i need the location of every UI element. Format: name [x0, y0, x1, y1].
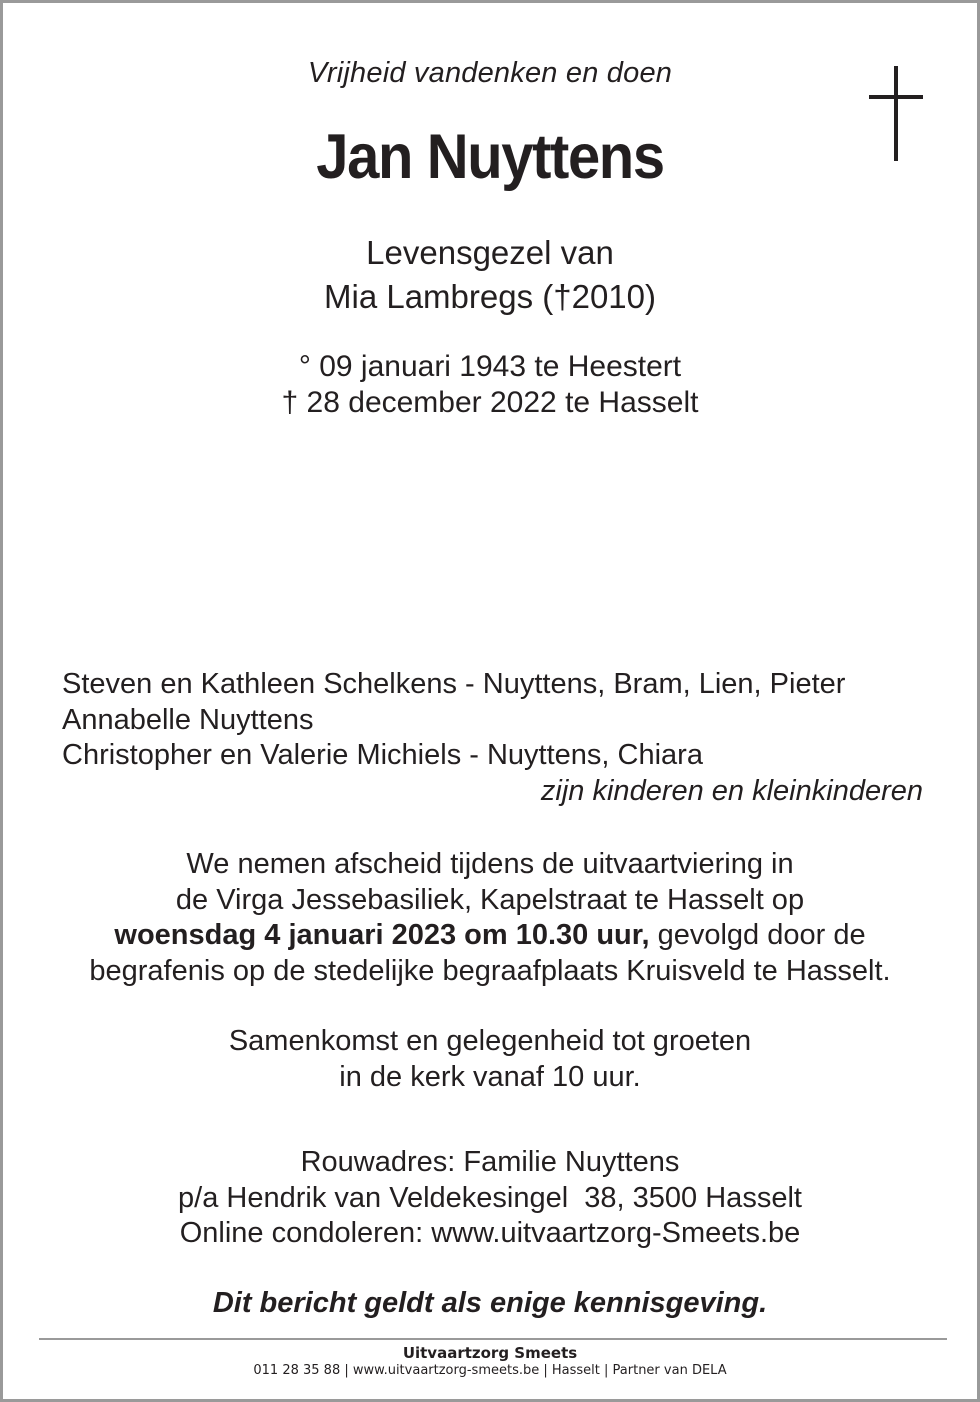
family-line: Annabelle Nuyttens: [62, 703, 314, 736]
partner-block: [3, 231, 977, 319]
family-block: [62, 667, 923, 809]
address-block: [3, 1145, 977, 1252]
death-date: † 28 december 2022 te Hasselt: [281, 386, 699, 419]
notice-text: Dit bericht geldt als enige kennisgeving.: [212, 1287, 768, 1319]
ceremony-line: We nemen afscheid tijdens de uitvaartviering in: [186, 848, 794, 880]
address-line: p/a Hendrik van Veldekesingel 38, 3500 Hasselt: [178, 1181, 802, 1214]
ceremony-datetime: woensdag 4 januari 2023 om 10.30 uur,: [114, 919, 650, 951]
address-line: Rouwadres: Familie Nuyttens: [300, 1146, 680, 1178]
footer-company: Uitvaartzorg Smeets: [402, 1344, 578, 1362]
life-dates: [3, 349, 977, 421]
ceremony-datetime-line: [3, 918, 977, 954]
family-line: Christopher en Valerie Michiels - Nuyttens, Chiara: [62, 739, 703, 771]
birth-date: ° 09 januari 1943 te Heestert: [298, 350, 682, 383]
ceremony-line: begrafenis op de stedelijke begraafplaats Kruisveld te Hasselt.: [89, 954, 891, 987]
condolence-link[interactable]: Online condoleren: www.uitvaartzorg-Smeets.be: [179, 1217, 801, 1249]
ceremony-block: [3, 847, 977, 989]
gathering-block: [3, 1024, 977, 1095]
deceased-name: Jan Nuyttens: [316, 122, 664, 192]
ceremony-line: gevolgd door de: [649, 919, 866, 951]
motto: Vrijheid vandenken en doen: [307, 57, 673, 89]
family-line: Steven en Kathleen Schelkens - Nuyttens, Bram, Lien, Pieter: [62, 668, 846, 700]
ceremony-line: de Virga Jessebasiliek, Kapelstraat te Hasselt op: [175, 883, 805, 916]
footer-contact-info: 011 28 35 88 | www.uitvaartzorg-smeets.be | Hasselt | Partner van DELA: [253, 1363, 727, 1378]
partner-name: Mia Lambregs (†2010): [324, 278, 656, 315]
footer-divider: [39, 1338, 947, 1340]
gathering-line: Samenkomst en gelegenheid tot groeten: [228, 1025, 752, 1057]
family-caption: zijn kinderen en kleinkinderen: [540, 774, 923, 807]
partner-label: Levensgezel van: [366, 234, 614, 271]
gathering-line: in de kerk vanaf 10 uur.: [339, 1060, 641, 1093]
